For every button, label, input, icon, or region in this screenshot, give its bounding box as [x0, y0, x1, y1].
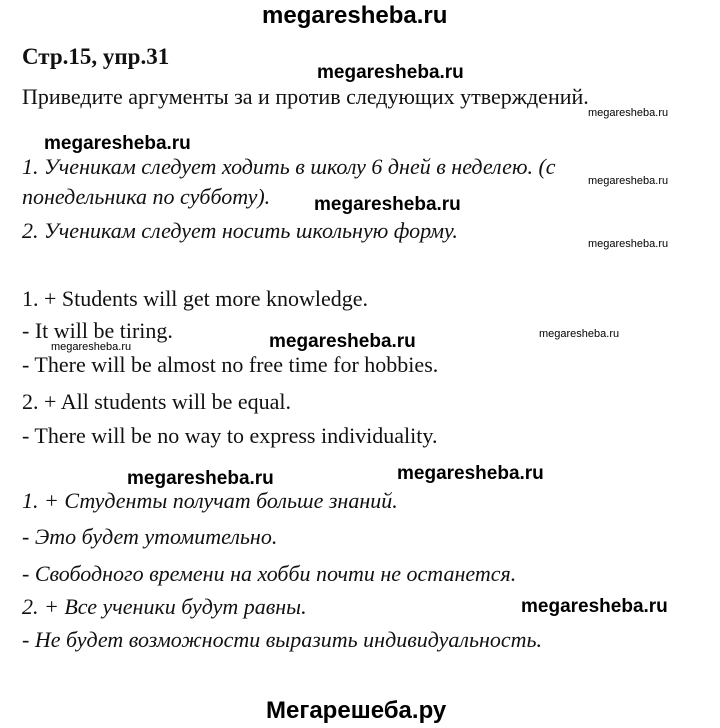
site-watermark-small: megaresheba.ru: [539, 328, 620, 340]
site-watermark-top: megaresheba.ru: [262, 2, 448, 29]
answer-ru-line: - Это будет утомительно.: [22, 524, 278, 549]
site-watermark: megaresheba.ru: [127, 468, 274, 489]
site-watermark-small: megaresheba.ru: [51, 341, 132, 353]
site-watermark: megaresheba.ru: [269, 331, 416, 352]
answer-ru-line: 1. + Студенты получат больше знаний.: [22, 488, 398, 513]
statement-line: 2. Ученикам следует носить школьную форму.: [22, 218, 458, 243]
answer-ru-line: - Свободного времени на хобби почти не останется.: [22, 561, 517, 586]
answer-en-line: - There will be no way to express individuality.: [22, 423, 438, 448]
site-watermark: megaresheba.ru: [44, 133, 191, 154]
site-watermark-small: megaresheba.ru: [588, 107, 669, 119]
site-watermark: megaresheba.ru: [397, 463, 544, 484]
site-watermark: megaresheba.ru: [314, 194, 461, 215]
answer-en-line: - There will be almost no free time for hobbies.: [22, 352, 439, 377]
answer-ru-line: - Не будет возможности выразить индивидуальность.: [22, 627, 543, 652]
exercise-instruction: Приведите аргументы за и против следующих утверждений.: [22, 84, 589, 109]
site-watermark-small: megaresheba.ru: [588, 175, 669, 187]
answer-en-line: 2. + All students will be equal.: [22, 389, 292, 414]
statement-line: понедельника по субботу).: [22, 184, 271, 209]
site-watermark-small: megaresheba.ru: [588, 238, 669, 250]
statement-line: 1. Ученикам следует ходить в школу 6 дней в неделею. (с: [22, 154, 556, 179]
answer-en-line: - It will be tiring.: [22, 318, 173, 343]
site-footer-label: Мегарешеба.ру: [266, 697, 447, 724]
site-watermark: megaresheba.ru: [521, 596, 668, 617]
answer-ru-line: 2. + Все ученики будут равны.: [22, 594, 307, 619]
site-watermark: megaresheba.ru: [317, 62, 464, 83]
exercise-heading: Стр.15, упр.31: [22, 44, 170, 69]
answer-en-line: 1. + Students will get more knowledge.: [22, 286, 369, 311]
